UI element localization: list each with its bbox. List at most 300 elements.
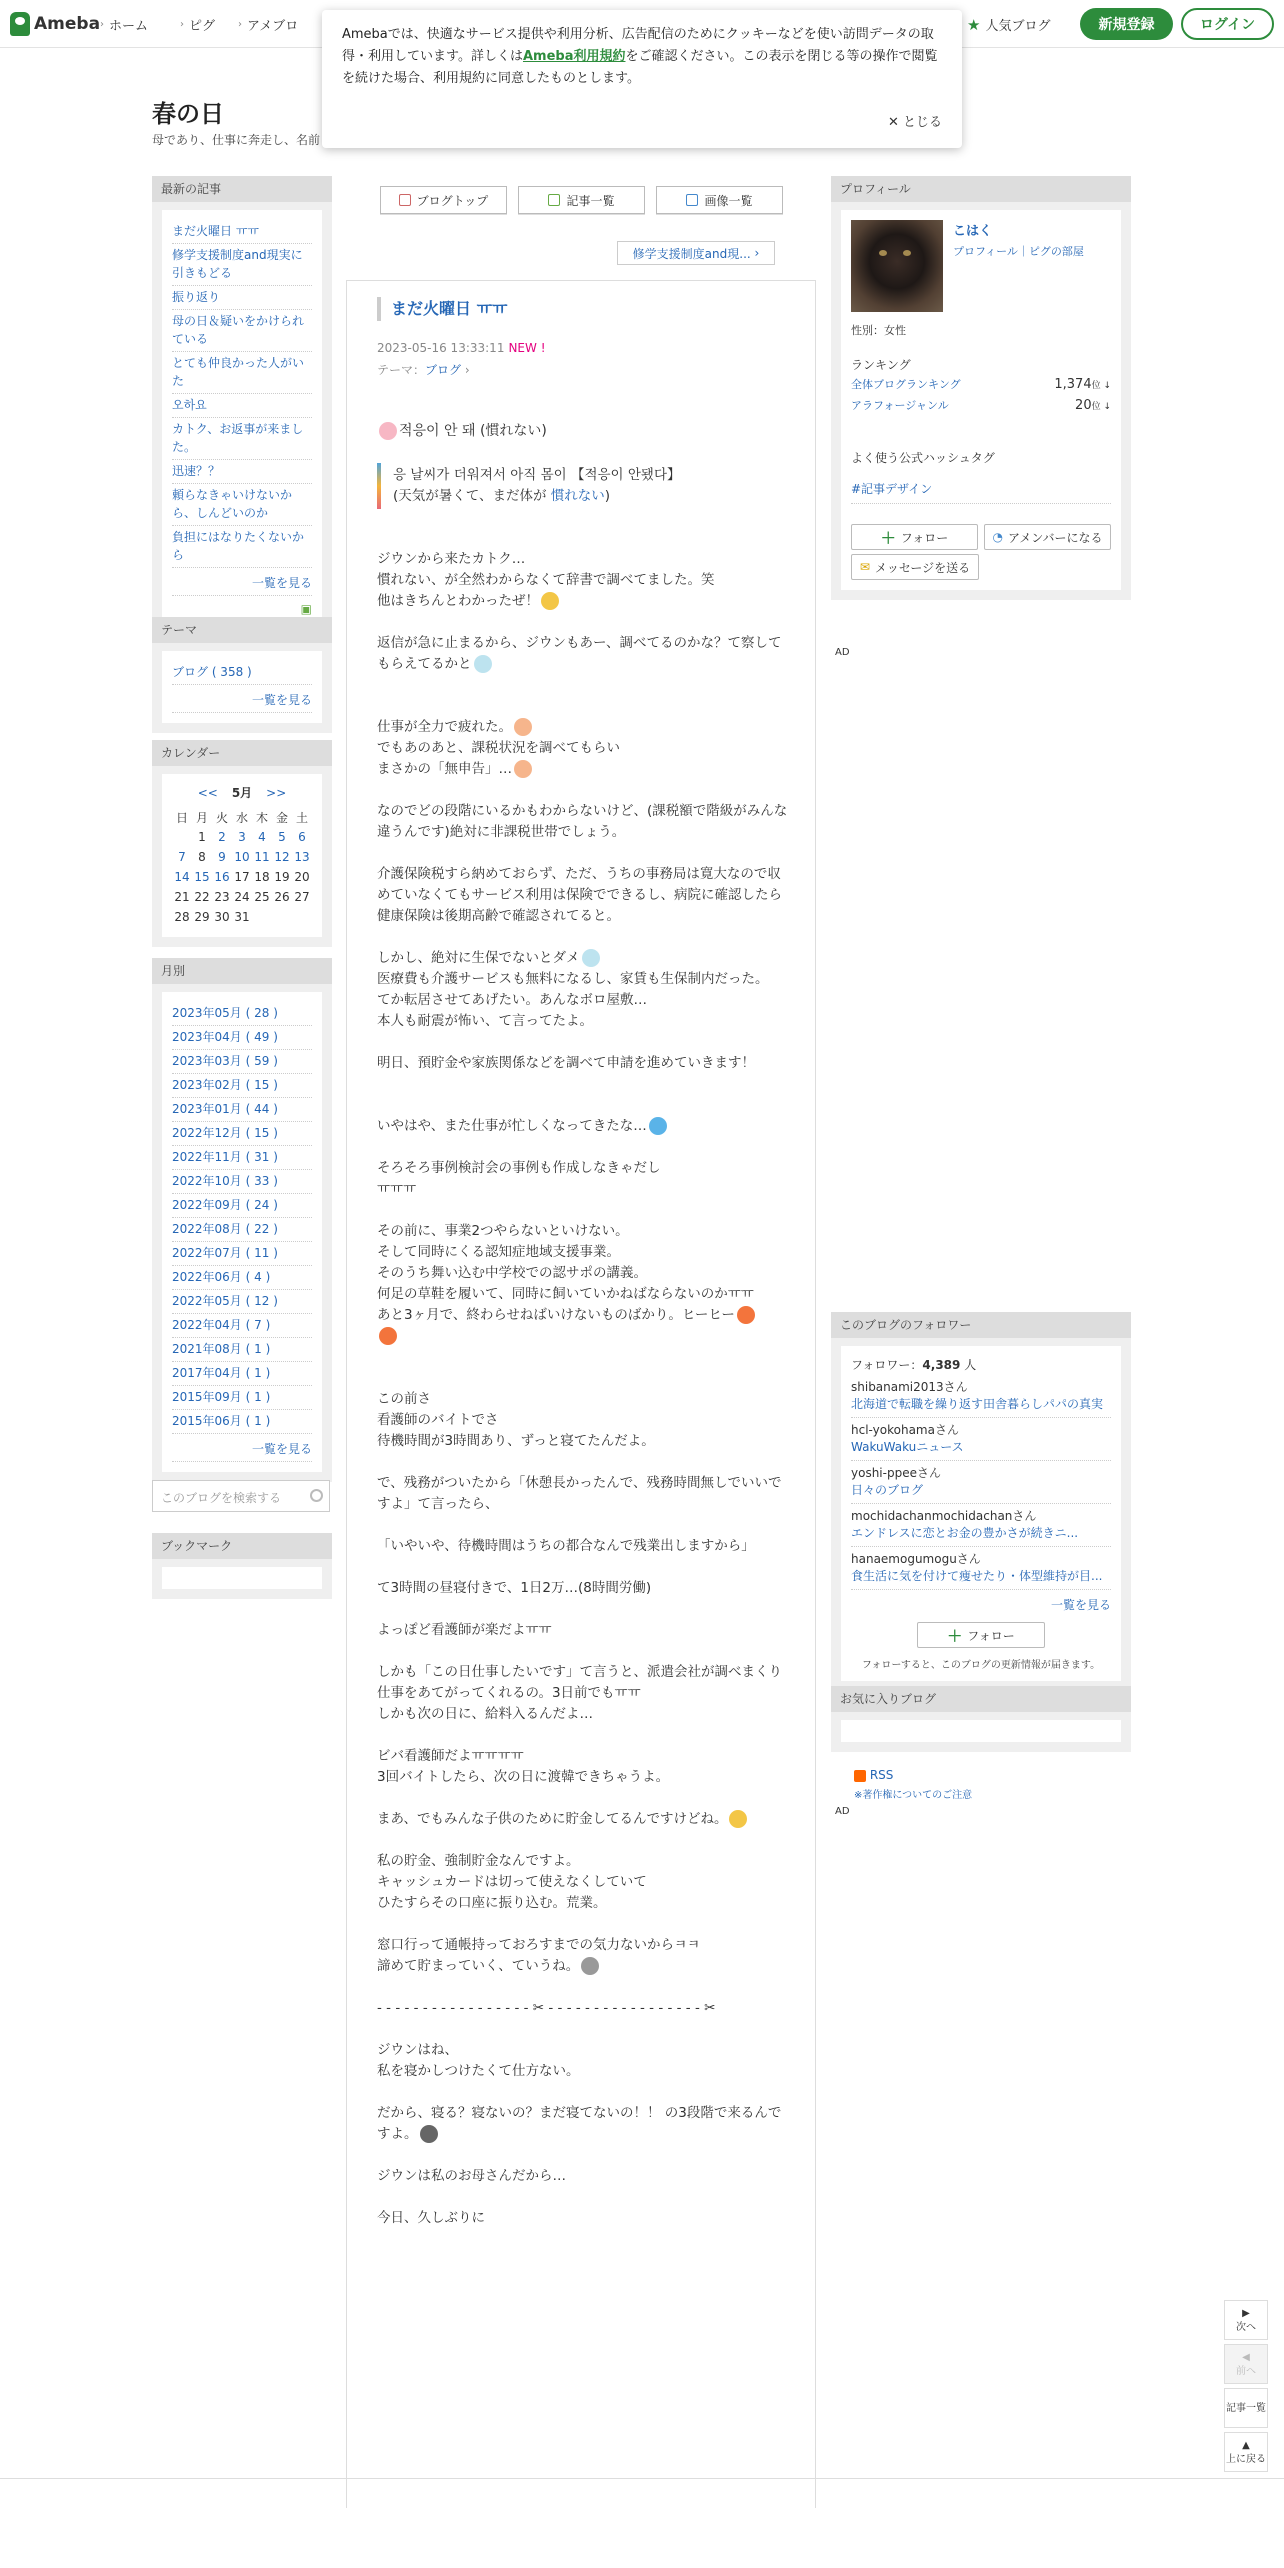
profile-links[interactable]: プロフィール｜ピグの部屋 xyxy=(953,245,1084,258)
archive-month-link[interactable]: 2023年02月 ( 15 ) xyxy=(172,1074,312,1098)
calendar-day[interactable]: 2 xyxy=(218,830,226,844)
paragraph-line: ひたすらその口座に振り込む。荒業。 xyxy=(377,1895,607,1911)
theme-box xyxy=(152,617,332,733)
paragraph-line: しかし、絶対に生保でないとダメ xyxy=(377,950,580,966)
paragraph-line: なのでどの段階にいるかもわからないけど、(課税額で階級がみんな違うんです)絶対に非課税世帯でしょう。 xyxy=(377,803,788,840)
follower-list xyxy=(851,1375,1111,1590)
emoji-icon xyxy=(737,1306,755,1324)
theme-item-blog[interactable]: ブログ ( 358 ) xyxy=(172,661,312,685)
archive-month-link[interactable]: 2022年06月 ( 4 ) xyxy=(172,1266,312,1290)
star-icon: ★ xyxy=(967,15,981,34)
login-button[interactable]: ログイン xyxy=(1181,8,1274,40)
quote-line-1: 응 날씨가 더워져서 아직 몸이 【적응이 안됐다】 xyxy=(393,467,681,483)
calendar-day[interactable]: 10 xyxy=(234,850,250,864)
tab-article-list[interactable] xyxy=(518,186,645,214)
chevron-right-icon: › xyxy=(180,19,184,30)
blog-title[interactable]: 春の日 xyxy=(152,100,224,128)
latest-article-link[interactable]: 修学支援制度and現実に引きもどる xyxy=(172,244,312,286)
ad-label: AD xyxy=(835,647,850,658)
amember-icon: ◔ xyxy=(992,530,1004,544)
latest-heading: 最新の記事 xyxy=(152,176,332,202)
favorite-heading: お気に入りブログ xyxy=(831,1686,1131,1712)
calendar-day[interactable]: 5 xyxy=(278,830,286,844)
rank-overall[interactable] xyxy=(851,375,1111,396)
archive-month-link[interactable]: 2023年03月 ( 59 ) xyxy=(172,1050,312,1074)
follower-blog-link[interactable]: WakuWakuニュース xyxy=(851,1440,964,1454)
archive-month-link[interactable]: 2023年05月 ( 28 ) xyxy=(172,1002,312,1026)
article-paragraph xyxy=(377,1053,792,1074)
latest-list xyxy=(162,210,322,652)
calendar-day[interactable]: 16 xyxy=(214,870,230,884)
calendar-day: 30 xyxy=(214,910,230,924)
rss-icon xyxy=(854,1770,866,1782)
article-paragraph xyxy=(377,549,792,612)
calendar-day: 29 xyxy=(194,910,210,924)
calendar-week xyxy=(172,827,312,847)
cookie-close-button[interactable] xyxy=(888,112,942,134)
archive-month-link[interactable]: 2017年04月 ( 1 ) xyxy=(172,1362,312,1386)
paragraph-line: 私を寝かしつけたくて仕方ない。 xyxy=(377,2063,580,2079)
paragraph-line: ㅠㅠㅠ xyxy=(377,1181,417,1197)
profile-name[interactable]: こはく xyxy=(953,224,993,239)
follower-item xyxy=(851,1418,1111,1461)
theme-heading: テーマ xyxy=(152,617,332,643)
rss-link[interactable] xyxy=(854,1768,893,1782)
article-paragraph xyxy=(377,2166,792,2187)
article-paragraph xyxy=(377,1746,792,1788)
article-meta xyxy=(377,341,546,355)
profile-gender: 性別：女性 xyxy=(851,324,906,337)
cookie-banner xyxy=(322,10,962,148)
archive-list xyxy=(162,992,322,1472)
paragraph-line: そろそろ事例検討会の事例も作成しなきゃだし xyxy=(377,1160,661,1176)
rank-genre-value: 20 xyxy=(1075,398,1092,413)
calendar-day: 18 xyxy=(254,870,270,884)
new-badge: NEW ! xyxy=(508,341,546,355)
archive-month-link[interactable]: 2022年04月 ( 7 ) xyxy=(172,1314,312,1338)
latest-article-link[interactable]: 振り返り xyxy=(172,286,312,310)
latest-article-link[interactable]: 母の日＆疑いをかけられている xyxy=(172,310,312,352)
hashtag-label: よく使う公式ハッシュタグ xyxy=(851,451,995,465)
paragraph-line: てか転居させてあげたい。あんなボロ屋敷… xyxy=(377,992,647,1008)
plus-icon: ＋ xyxy=(947,1626,963,1645)
paragraph-line: で、残務がついたから「休憩長かったんで、残務時間無しでいいですよ」て言ったら、 xyxy=(377,1475,782,1512)
article-paragraph xyxy=(377,1116,792,1137)
quote-highlight: 慣れない xyxy=(550,488,605,504)
follower-user[interactable]: yoshi-ppeeさん xyxy=(851,1466,941,1480)
latest-article-link[interactable]: 오하요 xyxy=(172,394,312,418)
top-label: 上に戻る xyxy=(1226,2454,1266,2465)
quote-line-2 xyxy=(393,486,792,507)
nav-ameblo[interactable] xyxy=(238,15,298,34)
article-paragraph xyxy=(377,1998,792,2019)
emoji-icon xyxy=(420,2125,438,2143)
paragraph-line: 看護師のバイトでさ xyxy=(377,1412,499,1428)
archive-month-link[interactable]: 2022年10月 ( 33 ) xyxy=(172,1170,312,1194)
calendar-day: 20 xyxy=(294,870,310,884)
follower-user[interactable]: shibanami2013さん xyxy=(851,1380,968,1394)
bookmark-box xyxy=(152,1533,332,1599)
calendar-prev[interactable]: << xyxy=(197,786,218,800)
nav-pigg[interactable] xyxy=(180,15,215,34)
follower-count xyxy=(851,1356,1111,1373)
paragraph-line: - - - - - - - - - - - - - - - - - ✂ - - - - - - - - - - - - - - - - - ✂ xyxy=(377,2000,716,2016)
theme-more-link[interactable]: 一覧を見る xyxy=(172,689,312,713)
prev-button[interactable] xyxy=(1224,2344,1268,2384)
follower-user[interactable]: hcl-yokohamaさん xyxy=(851,1423,959,1437)
follow-label: フォロー xyxy=(967,1628,1015,1643)
latest-more xyxy=(172,572,312,596)
search-icon[interactable] xyxy=(310,1489,323,1502)
theme-label: テーマ： xyxy=(377,363,426,377)
nav-label: ピグ xyxy=(189,19,216,34)
emoji-icon xyxy=(729,1810,747,1828)
follower-blog-link[interactable]: 食生活に気を付けて痩せたり・体型維持が目... xyxy=(851,1569,1103,1583)
emoji-icon xyxy=(514,718,532,736)
close-label: とじる xyxy=(902,115,942,130)
calendar-day[interactable]: 15 xyxy=(194,870,210,884)
paragraph-line: ビバ看護師だよㅠㅠㅠㅠ xyxy=(377,1748,524,1764)
article-paragraphs xyxy=(377,549,792,2229)
article-paragraph xyxy=(377,2208,792,2229)
rank-genre-label[interactable]: アラフォージャンル xyxy=(851,399,949,412)
blog-tabs xyxy=(380,186,783,214)
next-button[interactable] xyxy=(1224,2300,1268,2340)
paragraph-line: しかも「この日仕事したいです」て言うと、派遣会社が調べまくり xyxy=(377,1664,782,1680)
archive-month-link[interactable]: 2022年08月 ( 22 ) xyxy=(172,1218,312,1242)
profile-heading: プロフィール xyxy=(831,176,1131,202)
calendar-day[interactable]: 3 xyxy=(238,830,246,844)
rank-overall-label[interactable]: 全体ブログランキング xyxy=(851,378,961,391)
rank-unit: 位 ↓ xyxy=(1091,381,1111,391)
article-paragraph xyxy=(377,633,792,675)
chevron-right-icon: › xyxy=(750,246,760,260)
calendar-day: 27 xyxy=(294,890,310,904)
ad-label-2: AD xyxy=(835,1806,850,1817)
article-paragraph xyxy=(377,1662,792,1725)
calendar-week xyxy=(172,887,312,907)
calendar-heading: カレンダー xyxy=(152,740,332,766)
tab-label: 記事一覧 xyxy=(566,193,615,208)
calendar-day[interactable]: 14 xyxy=(174,870,190,884)
followers-more-link[interactable]: 一覧を見る xyxy=(1050,1598,1111,1612)
close-icon: ✕ xyxy=(887,115,903,130)
bookmark-heading: ブックマーク xyxy=(152,1533,332,1559)
paragraph-line: 待機時間が3時間あり、ずっと寝てたんだよ。 xyxy=(377,1433,655,1449)
paragraph-line: ジウンは私のお母さんだから… xyxy=(377,2168,566,2184)
follower-user[interactable]: mochidachanmochidachanさん xyxy=(851,1509,1037,1523)
article-paragraph xyxy=(377,2040,792,2082)
ranking-label: ランキング xyxy=(851,358,911,372)
calendar-weekday: 火 xyxy=(215,810,228,825)
terms-link[interactable]: Ameba利用規約 xyxy=(522,49,626,64)
latest-article-link[interactable]: 負担にはなりたくないから xyxy=(172,526,312,568)
message-button[interactable] xyxy=(851,554,979,580)
calendar-day[interactable]: 7 xyxy=(178,850,186,864)
calendar-day: 31 xyxy=(234,910,250,924)
copyright-link[interactable] xyxy=(854,1786,972,1801)
calendar-month: 5月 xyxy=(231,786,253,800)
follow-note: フォローすると、このブログの更新情報が届きます。 xyxy=(861,1660,1101,1671)
signup-button[interactable]: 新規登録 xyxy=(1080,8,1173,40)
archive-month-link[interactable]: 2022年11月 ( 31 ) xyxy=(172,1146,312,1170)
follower-blog-link[interactable]: 北海道で転職を繰り返す田舎暮らしパパの真実 xyxy=(851,1397,1104,1411)
ameba-logo[interactable] xyxy=(10,11,100,37)
calendar-week xyxy=(172,867,312,887)
paragraph-line: 何足の草鞋を履いて、同時に飼いていかねばならないのかㅠㅠ xyxy=(377,1286,754,1302)
paragraph-line: 他はきちんとわかったぜ！ xyxy=(377,593,539,609)
emoji-icon xyxy=(541,592,559,610)
archive-box xyxy=(152,958,332,1482)
paragraph-line: 介護保険税すら納めておらず、ただ、うちの事務局は寛大なので収めていなくてもサービス利用は保険でできるし、病院に確認したら健康保険は後期高齢で確認されてると。 xyxy=(377,866,782,924)
calendar-day[interactable]: 13 xyxy=(294,850,310,864)
article-body xyxy=(377,401,792,2250)
emoji-icon xyxy=(474,655,492,673)
floating-nav xyxy=(1224,2300,1268,2476)
article-title[interactable]: まだ火曜日 ㅠㅠ xyxy=(377,297,507,321)
paragraph-line: でもあのあと、課税状況を調べてもらい xyxy=(377,740,620,756)
quote-block xyxy=(377,463,792,509)
archive-more xyxy=(172,1438,312,1462)
article-list-button[interactable] xyxy=(1224,2388,1268,2428)
paragraph-line: だから、寝る？寝ないの？まだ寝てないの！！ の3段階で来るんですよ。 xyxy=(377,2105,782,2142)
fire-emoji-icon xyxy=(379,1327,397,1345)
paragraph-line: この前さ xyxy=(377,1391,431,1407)
article-theme xyxy=(377,361,470,378)
calendar-week xyxy=(172,907,312,927)
archive-month-link[interactable]: 2023年04月 ( 49 ) xyxy=(172,1026,312,1050)
calendar-day[interactable]: 11 xyxy=(254,850,270,864)
paragraph-line: ジウンはね、 xyxy=(377,2042,458,2058)
follower-blog-link[interactable]: 日々のブログ xyxy=(851,1483,924,1497)
follower-item xyxy=(851,1375,1111,1418)
calendar-day: 24 xyxy=(234,890,250,904)
paragraph-line: まさかの「無申告」… xyxy=(377,761,512,777)
follower-item xyxy=(851,1504,1111,1547)
rank-unit: 位 ↓ xyxy=(1091,402,1111,412)
paragraph-line: 仕事が全力で疲れた。 xyxy=(377,719,512,735)
follower-count-value: 4,389 xyxy=(922,1358,961,1372)
article-paragraph xyxy=(377,717,792,780)
paragraph-line: 3回バイトしたら、次の日に渡韓できちゃうよ。 xyxy=(377,1769,670,1785)
paragraph-line: よっぽど看護師が楽だよㅠㅠ xyxy=(377,1622,552,1638)
amember-label: アメンバーになる xyxy=(1008,530,1103,545)
article-paragraph xyxy=(377,1578,792,1599)
popular-blog-label: 人気ブログ xyxy=(985,19,1051,34)
paragraph-line: 窓口行って通帳持っておろすまでの気力ないからㅋㅋ xyxy=(377,1937,701,1953)
calendar-day: 8 xyxy=(198,850,206,864)
emoji-icon xyxy=(581,1957,599,1975)
article-paragraph xyxy=(377,1221,792,1347)
calendar-weekday: 日 xyxy=(175,810,188,825)
cookie-text-after: をご確認ください。この表示を閉じる等の操作で閲覧を続けた場合、利用規約に同意したものとします。 xyxy=(342,49,938,86)
article-paragraph xyxy=(377,1158,792,1200)
emoji-icon xyxy=(514,760,532,778)
paragraph-line: 医療費も介護サービスも無料になるし、家賃も生保制内だった。 xyxy=(377,971,769,987)
article-list-label: 記事一覧 xyxy=(1226,2403,1266,2414)
followers-heading: このブログのフォロワー xyxy=(831,1312,1131,1338)
calendar-weekday: 土 xyxy=(295,810,308,825)
article-paragraph xyxy=(377,864,792,927)
rss-label[interactable]: RSS xyxy=(869,1768,894,1782)
article-paragraph xyxy=(377,1851,792,1914)
paragraph-line: そのうち舞い込む中学校での認サポの講義。 xyxy=(377,1265,647,1281)
latest-article-link[interactable]: 頼らなきゃいけないから、しんどいのか xyxy=(172,484,312,526)
tab-blog-top[interactable] xyxy=(380,186,507,214)
follow-label: フォロー xyxy=(900,530,949,545)
archive-month-link[interactable]: 2022年05月 ( 12 ) xyxy=(172,1290,312,1314)
chevron-right-icon: › xyxy=(238,19,242,30)
theme-link[interactable]: ブログ xyxy=(425,363,462,377)
rank-genre[interactable] xyxy=(851,396,1111,417)
paragraph-line: いやはや、また仕事が忙しくなってきたな… xyxy=(377,1118,647,1134)
calendar-day[interactable]: 4 xyxy=(258,830,266,844)
play-icon: ▶ xyxy=(1242,2308,1250,2319)
article-paragraph xyxy=(377,801,792,843)
calendar-day: 23 xyxy=(214,890,230,904)
article-paragraph xyxy=(377,1536,792,1557)
calendar-day[interactable]: 12 xyxy=(274,850,290,864)
prev-label: 前へ xyxy=(1236,2366,1256,2377)
emoji-icon xyxy=(582,949,600,967)
paragraph-line: 諦めて貯まっていく、ていうね。 xyxy=(377,1958,580,1974)
envelope-icon: ✉ xyxy=(859,560,870,574)
nav-home[interactable] xyxy=(100,15,148,34)
calendar-weekday-row xyxy=(172,807,312,827)
followers-box xyxy=(831,1312,1131,1691)
image-list-icon: ▣ xyxy=(300,602,312,616)
hashtag-link[interactable]: #記事デザイン xyxy=(851,482,933,496)
paragraph-line: その前に、事業2つやらないといけない。 xyxy=(377,1223,629,1239)
calendar-next[interactable]: >> xyxy=(266,786,287,800)
paragraph-line: そして同時にくる認知症地域支援事業。 xyxy=(377,1244,620,1260)
favorite-blog-box xyxy=(831,1686,1131,1752)
paragraph-line: 明日、預貯金や家族関係などを調べて申請を進めていきます！ xyxy=(377,1055,755,1071)
chevron-right-icon: › xyxy=(461,363,470,377)
latest-article-link[interactable]: カトク、お返事が来ました。 xyxy=(172,418,312,460)
article-paragraph xyxy=(377,948,792,1032)
follower-count-label: フォロワー： xyxy=(851,1358,923,1372)
korean-phrase xyxy=(377,421,792,442)
calendar-day[interactable]: 6 xyxy=(298,830,306,844)
article-paragraph xyxy=(377,1389,792,1452)
nav-label: アメブロ xyxy=(247,19,299,34)
cookie-text: Amebaでは、快適なサービス提供や利用分析、広告配信のためにクッキーなどを使い訪問データの取得・利用しています。詳しくは xyxy=(342,27,934,64)
calendar-day: 28 xyxy=(174,910,190,924)
article-date: 2023-05-16 13:33:11 xyxy=(377,341,505,355)
paragraph-line: 「いやいや、待機時間はうちの都合なんで残業出しますから」 xyxy=(377,1538,755,1554)
paragraph-line: て3時間の昼寝付きで、1日2万…(8時間労働) xyxy=(377,1580,652,1596)
blog-search-input[interactable] xyxy=(152,1480,330,1512)
back-to-top-button[interactable] xyxy=(1224,2432,1268,2472)
archive-month-link[interactable]: 2022年09月 ( 24 ) xyxy=(172,1194,312,1218)
blog-description: 母であり、仕事に奔走し、名前 xyxy=(152,133,321,147)
article-paragraph xyxy=(377,1473,792,1515)
latest-article-link[interactable]: 迅速？？ xyxy=(172,460,312,484)
calendar-weekday: 月 xyxy=(195,810,208,825)
back-icon: ◀ xyxy=(1242,2352,1250,2363)
calendar-day[interactable]: 9 xyxy=(218,850,226,864)
paragraph-line: あと3ヶ月で、終わらせねばいけないものばかり。ヒーヒー xyxy=(377,1307,735,1323)
bunny-emoji-icon xyxy=(379,422,397,440)
next-label: 次へ xyxy=(1236,2322,1256,2333)
calendar-box xyxy=(152,740,332,947)
ameba-logo-icon xyxy=(10,12,30,36)
latest-articles-box xyxy=(152,176,332,662)
search-placeholder: このブログを検索する xyxy=(161,1491,282,1505)
archive-month-link[interactable]: 2021年08月 ( 1 ) xyxy=(172,1338,312,1362)
article-paragraph xyxy=(377,1809,792,1830)
archive-heading: 月別 xyxy=(152,958,332,984)
archive-month-link[interactable]: 2015年09月 ( 1 ) xyxy=(172,1386,312,1410)
prev-article-link[interactable] xyxy=(617,241,775,265)
follower-item xyxy=(851,1461,1111,1504)
archive-month-link[interactable]: 2023年01月 ( 44 ) xyxy=(172,1098,312,1122)
copyright-label[interactable]: ※著作権についてのご注意 xyxy=(854,1790,973,1801)
calendar-day xyxy=(272,907,292,927)
archive-more-link[interactable]: 一覧を見る xyxy=(172,1438,312,1462)
paragraph-line: ジウンから来たカトク… xyxy=(377,551,526,567)
archive-month-link[interactable]: 2022年07月 ( 11 ) xyxy=(172,1242,312,1266)
calendar-day: 21 xyxy=(174,890,190,904)
latest-article-link[interactable]: まだ火曜日 ㅠㅠ xyxy=(172,220,312,244)
korean-text: 적응이 안 돼 (慣れない) xyxy=(399,423,547,439)
follower-item xyxy=(851,1547,1111,1590)
nav-label: ホーム xyxy=(109,19,149,34)
calendar-day: 26 xyxy=(274,890,290,904)
follow-button-2[interactable] xyxy=(917,1622,1045,1648)
paragraph-line: しかも次の日に、給料入るんだよ… xyxy=(377,1706,593,1722)
calendar-day: 25 xyxy=(254,890,270,904)
article-paragraph xyxy=(377,1935,792,1977)
paragraph-line: まあ、でもみんな子供のために貯金してるんですけどね。 xyxy=(377,1811,728,1827)
latest-more-link[interactable]: 一覧を見る xyxy=(172,572,312,596)
amember-button[interactable] xyxy=(984,524,1111,550)
follower-user[interactable]: hanaemogumoguさん xyxy=(851,1552,981,1566)
tab-label: 画像一覧 xyxy=(704,193,753,208)
calendar-day: 22 xyxy=(194,890,210,904)
tab-label: ブログトップ xyxy=(416,193,489,208)
plus-icon: ＋ xyxy=(880,528,896,547)
follower-blog-link[interactable]: エンドレスに恋とお金の豊かさが続きニ... xyxy=(851,1526,1079,1540)
paragraph-line: 慣れない、が全然わからなくて辞書で調べてました。笑 xyxy=(377,572,715,588)
quote-text: (天気が暑くて、まだ体が xyxy=(393,488,551,504)
avatar[interactable] xyxy=(851,220,943,312)
rank-overall-value: 1,374 xyxy=(1054,377,1092,392)
calendar-week xyxy=(172,847,312,867)
article-paragraph xyxy=(377,2103,792,2145)
calendar-day: 1 xyxy=(198,830,206,844)
quote-text-end: ) xyxy=(604,488,611,504)
message-label: メッセージを送る xyxy=(874,560,971,575)
calendar-day: 17 xyxy=(234,870,250,884)
archive-month-link[interactable]: 2015年06月 ( 1 ) xyxy=(172,1410,312,1434)
calendar-day xyxy=(172,827,192,847)
archive-month-link[interactable]: 2022年12月 ( 15 ) xyxy=(172,1122,312,1146)
paragraph-line: 今日、久しぶりに xyxy=(377,2210,485,2226)
paragraph-line: 返信が急に止まるから、ジウンもあー、調べてるのかな？て察してもらえてるかと xyxy=(377,635,782,672)
logo-text: Ameba xyxy=(34,14,101,34)
calendar-weekday: 木 xyxy=(255,810,268,825)
calendar-grid xyxy=(172,807,312,927)
emoji-icon xyxy=(649,1117,667,1135)
follow-button[interactable] xyxy=(851,524,978,550)
tab-image-list[interactable] xyxy=(656,186,783,214)
popular-blog-link[interactable] xyxy=(967,15,1050,34)
calendar-day: 19 xyxy=(274,870,290,884)
latest-article-link[interactable]: とても仲良かった人がいた xyxy=(172,352,312,394)
paragraph-line: 私の貯金、強制貯金なんですよ。 xyxy=(377,1853,580,1869)
